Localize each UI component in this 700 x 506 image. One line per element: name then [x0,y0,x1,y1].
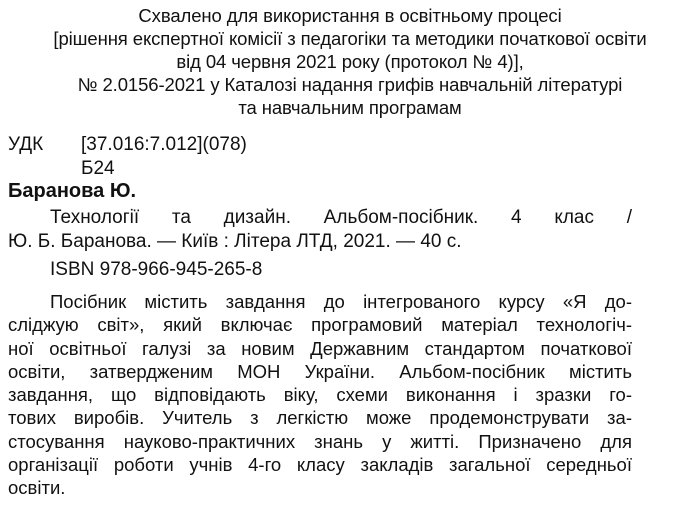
approval-line: [рішення експертної комісії з педагогіки та методики початкової освіти [53,28,647,49]
annotation-paragraph [8,290,632,500]
approval-notice [0,4,700,119]
author-name: Баранова Ю. [8,180,137,202]
udk-code: [37.016:7.012](078) [81,134,247,155]
annotation-line: організації роботи учнів 4-го класу закладів загальної середньої [8,454,632,476]
bbk-code: Б24 [81,158,115,179]
approval-line: Схвалено для використання в освітньому процесі [138,5,562,26]
udk-label: УДК [8,134,44,155]
bibliographic-description [8,206,632,254]
bib-description-line: Технології та дизайн. Альбом-посібник. 4 клас / [50,207,632,228]
annotation-line: сліджую світ», який включає програмовий матеріал технологіч- [8,314,632,336]
annotation-line: стосування науково-практичних знань у житті. Призначено для [8,430,632,452]
approval-line: від 04 червня 2021 року (протокол № 4)], [176,51,524,72]
annotation-line: Посібник містить завдання до інтегрованого курсу «Я до- [50,291,632,312]
approval-line: та навчальним програмам [238,97,462,118]
approval-line: № 2.0156-2021 у Каталозі надання грифів навчальній літературі [77,74,623,95]
isbn: ISBN 978-966-945-265-8 [50,259,263,280]
bib-description-line: Ю. Б. Баранова. — Київ : Літера ЛТД, 2021. — 40 с. [8,231,462,252]
annotation-line: освіти, затвердженим МОН України. Альбом-посібник містить [8,360,632,382]
annotation-line: ної освітньої галузі за новим Державним стандартом початкової [8,337,632,359]
annotation-line: тових виробів. Учитель з легкістю може продемонструвати за- [8,407,632,429]
annotation-line: освіти. [8,477,66,499]
annotation-line: завдання, що відповідають віку, схеми виконання і зразки го- [8,384,632,406]
